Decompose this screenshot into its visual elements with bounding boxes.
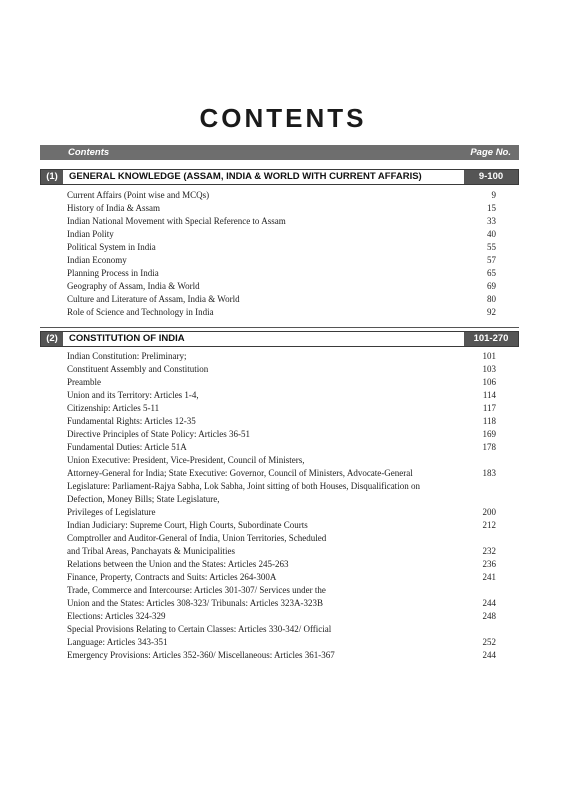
toc-entry-title: Planning Process in India bbox=[67, 268, 159, 278]
toc-entry-page: 117 bbox=[482, 403, 496, 413]
toc-entry-title: Indian Judiciary: Supreme Court, High Courts, Subordinate Courts bbox=[67, 520, 308, 530]
toc-entry bbox=[67, 228, 496, 241]
toc-entry-page: 80 bbox=[487, 294, 496, 304]
toc-entry bbox=[67, 350, 496, 363]
toc-entry bbox=[67, 241, 496, 254]
toc-entry-title: Fundamental Rights: Articles 12-35 bbox=[67, 416, 196, 426]
toc-entry-title: Union and its Territory: Articles 1-4, bbox=[67, 390, 199, 400]
toc-entry-page: 103 bbox=[482, 364, 496, 374]
toc-entry-title: Union Executive: President, Vice-President, Council of Ministers, bbox=[67, 455, 305, 465]
toc-entry bbox=[67, 558, 496, 571]
toc-entry bbox=[67, 306, 496, 319]
toc-entry-title: Indian Constitution: Preliminary; bbox=[67, 351, 187, 361]
toc-entry-title: Trade, Commerce and Intercourse: Articles 301-307/ Services under the bbox=[67, 585, 326, 595]
toc-entry bbox=[67, 506, 496, 519]
toc-entry bbox=[67, 467, 496, 480]
toc-entry-title: Citizenship: Articles 5-11 bbox=[67, 403, 160, 413]
section-number: (2) bbox=[41, 332, 63, 346]
toc-entry bbox=[67, 254, 496, 267]
toc-entry-page: 248 bbox=[482, 611, 496, 621]
toc-entry bbox=[67, 597, 496, 610]
toc-entry bbox=[67, 363, 496, 376]
toc-entry-title: Fundamental Duties: Article 51A bbox=[67, 442, 187, 452]
toc-entry bbox=[67, 545, 496, 558]
toc-entry-title: Emergency Provisions: Articles 352-360/ Miscellaneous: Articles 361-367 bbox=[67, 650, 335, 660]
toc-entry-title: Current Affairs (Point wise and MCQs) bbox=[67, 190, 210, 200]
toc-entry bbox=[67, 584, 496, 597]
toc-entry bbox=[67, 267, 496, 280]
toc-entry-title: Elections: Articles 324-329 bbox=[67, 611, 166, 621]
toc-entry-page: 40 bbox=[487, 229, 496, 239]
section-page-range: 101-270 bbox=[464, 332, 518, 346]
section-1-entries bbox=[67, 189, 496, 319]
toc-entry-page: 101 bbox=[482, 351, 496, 361]
toc-entry-page: 232 bbox=[482, 546, 496, 556]
toc-entry-page: 92 bbox=[487, 307, 496, 317]
toc-entry bbox=[67, 402, 496, 415]
toc-entry bbox=[67, 293, 496, 306]
toc-entry bbox=[67, 454, 496, 467]
toc-entry-title: Indian Polity bbox=[67, 229, 114, 239]
toc-entry-title: Political System in India bbox=[67, 242, 156, 252]
toc-entry-title: Union and the States: Articles 308-323/ Tribunals: Articles 323A-323B bbox=[67, 598, 323, 608]
contents-header-bar bbox=[40, 145, 519, 160]
toc-entry-page: 200 bbox=[482, 507, 496, 517]
toc-entry-page: 15 bbox=[487, 203, 496, 213]
toc-entry-page: 183 bbox=[482, 468, 496, 478]
toc-entry-title: Geography of Assam, India & World bbox=[67, 281, 200, 291]
toc-entry-title: Language: Articles 343-351 bbox=[67, 637, 168, 647]
toc-entry bbox=[67, 480, 496, 506]
toc-entry bbox=[67, 202, 496, 215]
toc-entry bbox=[67, 189, 496, 202]
toc-entry bbox=[67, 649, 496, 662]
header-contents-label: Contents bbox=[68, 147, 110, 158]
toc-entry bbox=[67, 389, 496, 402]
section-divider bbox=[40, 327, 519, 328]
toc-entry-title: History of India & Assam bbox=[67, 203, 160, 213]
toc-entry-page: 65 bbox=[487, 268, 496, 278]
toc-entry-title: Culture and Literature of Assam, India & World bbox=[67, 294, 240, 304]
toc-entry-title: Attorney-General for India; State Executive: Governor, Council of Ministers, Advocate-General bbox=[67, 468, 413, 478]
section-number: (1) bbox=[41, 170, 63, 184]
toc-entry-title: Indian Economy bbox=[67, 255, 127, 265]
header-page-no-label: Page No. bbox=[470, 147, 511, 158]
toc-entry-page: 241 bbox=[482, 572, 496, 582]
toc-entry-title: Constituent Assembly and Constitution bbox=[67, 364, 209, 374]
toc-entry bbox=[67, 280, 496, 293]
toc-entry-page: 33 bbox=[487, 216, 496, 226]
page-title: CONTENTS bbox=[199, 103, 367, 133]
toc-entry-page: 212 bbox=[482, 520, 496, 530]
toc-entry-title: Relations between the Union and the States: Articles 245-263 bbox=[67, 559, 289, 569]
toc-entry bbox=[67, 415, 496, 428]
toc-entry-title: Indian National Movement with Special Reference to Assam bbox=[67, 216, 286, 226]
section-2-entries bbox=[67, 350, 496, 662]
toc-entry-title: Role of Science and Technology in India bbox=[67, 307, 214, 317]
toc-entry bbox=[67, 571, 496, 584]
section-heading-1 bbox=[40, 169, 519, 185]
section-heading-2 bbox=[40, 331, 519, 347]
toc-entry-page: 55 bbox=[487, 242, 496, 252]
toc-entry-page: 252 bbox=[482, 637, 496, 647]
section-page-range: 9-100 bbox=[464, 170, 518, 184]
toc-entry-title: Preamble bbox=[67, 377, 101, 387]
toc-entry-title: Directive Principles of State Policy: Articles 36-51 bbox=[67, 429, 250, 439]
toc-entry-page: 69 bbox=[487, 281, 496, 291]
toc-entry-title: Privileges of Legislature bbox=[67, 507, 156, 517]
toc-entry bbox=[67, 215, 496, 228]
toc-entry bbox=[67, 428, 496, 441]
toc-entry bbox=[67, 610, 496, 623]
toc-entry-page: 236 bbox=[482, 559, 496, 569]
section-title: CONSTITUTION OF INDIA bbox=[69, 333, 185, 344]
toc-entry-page: 178 bbox=[482, 442, 496, 452]
toc-entry-title: and Tribal Areas, Panchayats & Municipalities bbox=[67, 546, 235, 556]
toc-entry bbox=[67, 376, 496, 389]
toc-entry bbox=[67, 636, 496, 649]
toc-entry bbox=[67, 441, 496, 454]
toc-entry-page: 244 bbox=[482, 598, 496, 608]
toc-entry-page: 57 bbox=[487, 255, 496, 265]
toc-entry-title: Comptroller and Auditor-General of India, Union Territories, Scheduled bbox=[67, 533, 327, 543]
section-title: GENERAL KNOWLEDGE (ASSAM, INDIA & WORLD WITH CURRENT AFFARIS) bbox=[69, 171, 422, 182]
toc-entry-page: 9 bbox=[491, 190, 496, 200]
toc-entry-page: 169 bbox=[482, 429, 496, 439]
toc-entry-title: Legislature: Parliament-Rajya Sabha, Lok Sabha, Joint sitting of both Houses, Disqualification on Defection, Money Bills; State Legislature, bbox=[67, 481, 420, 504]
toc-entry bbox=[67, 623, 496, 636]
toc-entry-title: Finance, Property, Contracts and Suits: Articles 264-300A bbox=[67, 572, 277, 582]
toc-entry-page: 118 bbox=[482, 416, 496, 426]
toc-entry bbox=[67, 519, 496, 532]
toc-entry-page: 106 bbox=[482, 377, 496, 387]
toc-entry bbox=[67, 532, 496, 545]
toc-entry-title: Special Provisions Relating to Certain Classes: Articles 330-342/ Official bbox=[67, 624, 332, 634]
toc-entry-page: 114 bbox=[482, 390, 496, 400]
toc-entry-page: 244 bbox=[482, 650, 496, 660]
